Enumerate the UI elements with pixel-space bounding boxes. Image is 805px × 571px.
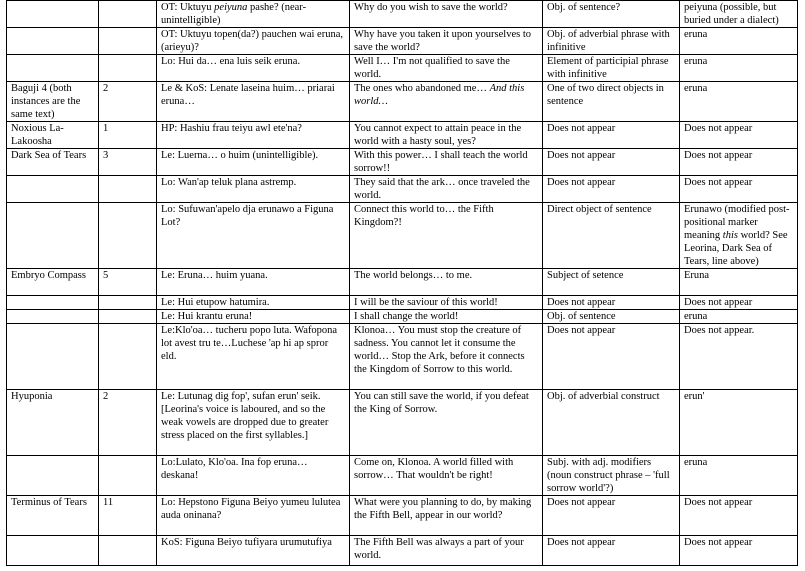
location-cell: Hyuponia (7, 390, 99, 456)
location-cell: Embryo Compass (7, 269, 99, 296)
table-row (7, 269, 798, 296)
location-cell: Noxious La-Lakoosha (7, 122, 99, 149)
table-body (7, 1, 798, 566)
translation-cell: Well I… I'm not qualified to save the world. (350, 55, 543, 82)
original-text-cell: Lo:Lulato, Klo'oa. Ina fop eruna… deskana! (157, 456, 350, 496)
grammatical-role-cell: Subject of setence (543, 269, 680, 296)
original-text-cell: HP: Hashiu frau teiyu awl ete'na? (157, 122, 350, 149)
location-cell (7, 310, 99, 324)
grammatical-role-cell: Direct object of sentence (543, 203, 680, 269)
table-row (7, 149, 798, 176)
location-cell: Terminus of Tears (7, 496, 99, 536)
word-form-cell: eruna (680, 28, 798, 55)
translation-cell: Come on, Klonoa. A world filled with sorrow… That wouldn't be right! (350, 456, 543, 496)
count-cell (99, 203, 157, 269)
table-row (7, 456, 798, 496)
translation-cell: I will be the saviour of this world! (350, 296, 543, 310)
table-row (7, 390, 798, 456)
original-text-cell: Le: Luerna… o huim (unintelligible). (157, 149, 350, 176)
original-text-cell: Le: Lutunag dig fop', sufan erun' seik. [Leorina's voice is laboured, and so the weak vowels are dropped due to greater stress placed on the first syllables.] (157, 390, 350, 456)
translation-cell: Why have you taken it upon yourselves to save the world? (350, 28, 543, 55)
original-text-cell: Lo: Wan'ap teluk plana astremp. (157, 176, 350, 203)
original-text-cell: OT: Uktuyu topen(da?) pauchen wai eruna, (arieyu)? (157, 28, 350, 55)
grammatical-role-cell: Does not appear (543, 536, 680, 566)
word-form-cell: peiyuna (possible, but buried under a dialect) (680, 1, 798, 28)
word-form-cell: Does not appear (680, 496, 798, 536)
grammatical-role-cell: Subj. with adj. modifiers (noun construct phrase – 'full sorrow world'?) (543, 456, 680, 496)
original-text-cell: OT: Uktuyu peiyuna pashe? (near-unintelligible) (157, 1, 350, 28)
original-text-cell: KoS: Figuna Beiyo tufiyara urumutufiya (157, 536, 350, 566)
table-row (7, 176, 798, 203)
count-cell: 2 (99, 390, 157, 456)
translation-cell: You cannot expect to attain peace in the world with a hasty soul, yes? (350, 122, 543, 149)
location-cell: Baguji 4 (both instances are the same text) (7, 82, 99, 122)
grammatical-role-cell: Obj. of sentence? (543, 1, 680, 28)
original-text-cell: Lo: Sufuwan'apelo dja erunawo a Figuna Lot? (157, 203, 350, 269)
grammatical-role-cell: Does not appear (543, 296, 680, 310)
grammatical-role-cell: Does not appear (543, 149, 680, 176)
count-cell (99, 324, 157, 390)
original-text-cell: Lo: Hui da… ena luis seik eruna. (157, 55, 350, 82)
location-cell (7, 536, 99, 566)
location-cell: Dark Sea of Tears (7, 149, 99, 176)
location-cell (7, 1, 99, 28)
word-form-cell: Erunawo (modified post-positional marker meaning this world? See Leorina, Dark Sea of Tears, line above) (680, 203, 798, 269)
table-row (7, 310, 798, 324)
count-cell (99, 176, 157, 203)
count-cell (99, 456, 157, 496)
translation-cell: Connect this world to… the Fifth Kingdom?! (350, 203, 543, 269)
translation-table (6, 0, 798, 566)
grammatical-role-cell: Obj. of adverbial phrase with infinitive (543, 28, 680, 55)
location-cell (7, 176, 99, 203)
translation-cell: I shall change the world! (350, 310, 543, 324)
count-cell: 3 (99, 149, 157, 176)
word-form-cell: Does not appear (680, 176, 798, 203)
location-cell (7, 296, 99, 310)
word-form-cell: Eruna (680, 269, 798, 296)
table-row (7, 296, 798, 310)
translation-cell: They said that the ark… once traveled the world. (350, 176, 543, 203)
table-row (7, 324, 798, 390)
grammatical-role-cell: Does not appear (543, 324, 680, 390)
word-form-cell: Does not appear (680, 122, 798, 149)
table-row (7, 1, 798, 28)
translation-cell: The ones who abandoned me… And this world… (350, 82, 543, 122)
table-row (7, 203, 798, 269)
translation-cell: You can still save the world, if you defeat the King of Sorrow. (350, 390, 543, 456)
location-cell (7, 324, 99, 390)
location-cell (7, 456, 99, 496)
original-text-cell: Le: Hui krantu eruna! (157, 310, 350, 324)
grammatical-role-cell: Does not appear (543, 496, 680, 536)
count-cell (99, 55, 157, 82)
grammatical-role-cell: One of two direct objects in sentence (543, 82, 680, 122)
count-cell (99, 310, 157, 324)
word-form-cell: Does not appear (680, 149, 798, 176)
original-text-cell: Le: Eruna… huim yuana. (157, 269, 350, 296)
count-cell (99, 28, 157, 55)
translation-cell: With this power… I shall teach the world sorrow!! (350, 149, 543, 176)
table-row (7, 536, 798, 566)
translation-cell: Why do you wish to save the world? (350, 1, 543, 28)
translation-cell: Klonoa… You must stop the creature of sadness. You cannot let it consume the world… Stop the Ark, before it connects the Kingdom of Sorrow to this world. (350, 324, 543, 390)
original-text-cell: Le:Klo'oa… tucheru popo luta. Wafopona lot avest tru te…Luchese 'ap hi ap spror eld. (157, 324, 350, 390)
grammatical-role-cell: Does not appear (543, 122, 680, 149)
word-form-cell: erun' (680, 390, 798, 456)
original-text-cell: Lo: Hepstono Figuna Beiyo yumeu lulutea auda oninana? (157, 496, 350, 536)
word-form-cell: eruna (680, 55, 798, 82)
original-text-cell: Le: Hui etupow hatumira. (157, 296, 350, 310)
count-cell (99, 296, 157, 310)
count-cell: 1 (99, 122, 157, 149)
table-row (7, 28, 798, 55)
grammatical-role-cell: Obj. of sentence (543, 310, 680, 324)
word-form-cell: Does not appear (680, 536, 798, 566)
translation-cell: The Fifth Bell was always a part of your world. (350, 536, 543, 566)
table-row (7, 496, 798, 536)
count-cell (99, 536, 157, 566)
grammatical-role-cell: Element of participial phrase with infinitive (543, 55, 680, 82)
table-row (7, 55, 798, 82)
grammatical-role-cell: Obj. of adverbial construct (543, 390, 680, 456)
word-form-cell: eruna (680, 82, 798, 122)
count-cell: 5 (99, 269, 157, 296)
word-form-cell: eruna (680, 310, 798, 324)
table-row (7, 82, 798, 122)
original-text-cell: Le & KoS: Lenate laseina huim… priarai eruna… (157, 82, 350, 122)
table-row (7, 122, 798, 149)
word-form-cell: eruna (680, 456, 798, 496)
count-cell: 2 (99, 82, 157, 122)
grammatical-role-cell: Does not appear (543, 176, 680, 203)
location-cell (7, 55, 99, 82)
word-form-cell: Does not appear. (680, 324, 798, 390)
count-cell: 11 (99, 496, 157, 536)
count-cell (99, 1, 157, 28)
word-form-cell: Does not appear (680, 296, 798, 310)
location-cell (7, 203, 99, 269)
translation-cell: The world belongs… to me. (350, 269, 543, 296)
location-cell (7, 28, 99, 55)
translation-cell: What were you planning to do, by making the Fifth Bell, appear in our world? (350, 496, 543, 536)
